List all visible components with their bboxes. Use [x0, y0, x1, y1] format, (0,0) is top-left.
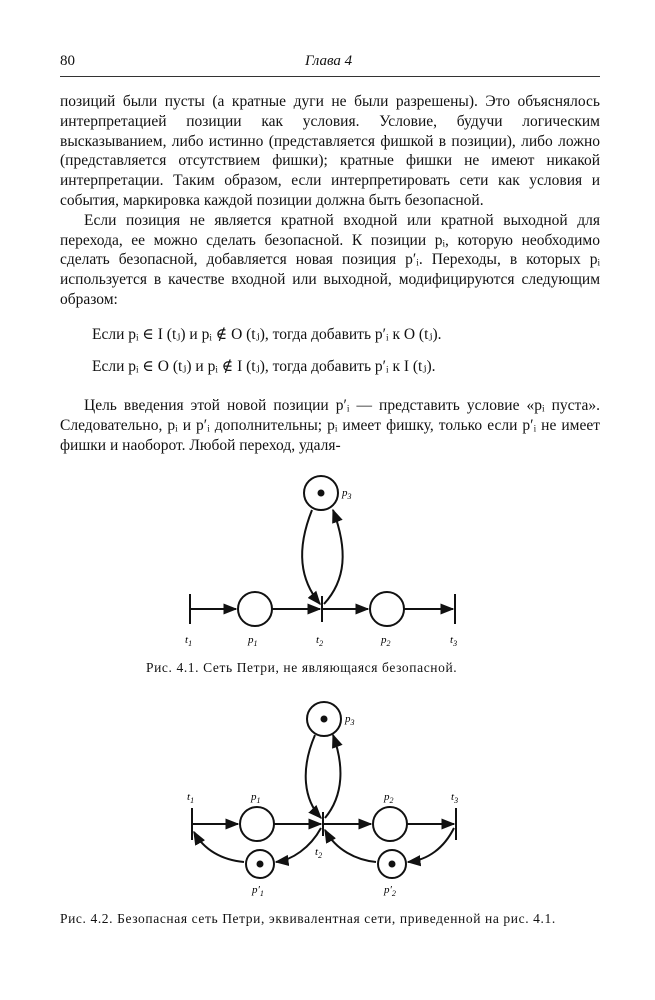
place-p2: [370, 592, 404, 626]
label-p3: $p_3$: [342, 487, 352, 501]
place-p1: [240, 807, 274, 841]
formula-2: Если pᵢ ∈ O (tⱼ) и pᵢ ∉ I (tⱼ), тогда добавить p′ᵢ к I (tⱼ).: [92, 358, 436, 375]
paragraph-2: Если позиция не является кратной входной или кратной выходной для перехода, ее можно сделать безопасной. К позиции pᵢ, которую необходимо сделать безопасной, добавляется новая позиция p′ᵢ. Переходы, в которых pᵢ используется в качестве входной или выходной, модифицируются следующим образом:: [60, 211, 600, 308]
figure-4-1-caption: Рис. 4.1. Сеть Петри, не являющаяся безопасной.: [146, 660, 458, 675]
figure-4-2-caption: Рис. 4.2. Безопасная сеть Петри, эквивалентная сети, приведенной на рис. 4.1.: [60, 911, 556, 926]
formula-1: Если pᵢ ∈ I (tⱼ) и pᵢ ∉ O (tⱼ), тогда добавить p′ᵢ к O (tⱼ).: [92, 326, 442, 343]
header-rule: [60, 76, 600, 77]
label-p2: $p_2$: [381, 634, 391, 648]
label-p2: $p_2$: [384, 791, 394, 805]
label-t3: $t_3$: [451, 791, 459, 805]
token-p3: [318, 490, 325, 497]
label-p3: $p_3$: [345, 713, 355, 727]
figure-4-2: [0, 695, 655, 898]
arc-t2-p3: [324, 510, 343, 604]
label-t2: $t_2$: [315, 846, 323, 860]
label-t2: $t_2$: [316, 634, 324, 648]
chapter-title: Глава 4: [305, 53, 353, 69]
arc-p2c-t2: [325, 830, 376, 862]
label-p2-complement: $p'_2$: [384, 884, 396, 898]
token-p2-complement: [389, 861, 396, 868]
arc-p3-t2: [306, 735, 321, 818]
token-p1-complement: [257, 861, 264, 868]
body-text-bottom: [60, 396, 600, 455]
label-t1: $t_1$: [185, 634, 193, 648]
place-p1: [238, 592, 272, 626]
label-t3: $t_3$: [450, 634, 458, 648]
paragraph-3: Цель введения этой новой позиции p′ᵢ — представить условие «pᵢ пуста». Следовательно, pᵢ и p′ᵢ дополнительны; pᵢ имеет фишку, только если p′ᵢ не имеет фишки и наоборот. Любой переход, удаля-: [60, 397, 600, 454]
arc-t2-p3: [325, 735, 340, 818]
page-number: 80: [60, 53, 75, 69]
paragraph-1: позиций были пусты (а кратные дуги не были разрешены). Это объяснялось интерпретацией позиции как условия. Условие, будучи логическим высказыванием, либо истинно (представляется фишкой в позиции), либо ложно (представляется отсутствием фишки); кратные фишки не имеют никакой интерпретации. Таким образом, если интерпретировать сети как условия и события, маркировка каждой позиции должна быть безопасной.: [60, 93, 600, 209]
figure-4-1: [0, 470, 655, 650]
token-p3: [321, 716, 328, 723]
label-p1-complement: $p'_1$: [252, 884, 264, 898]
body-text-top: [60, 92, 600, 310]
arc-p1c-t1: [194, 832, 244, 862]
arc-t3-p2c: [408, 828, 454, 862]
label-p1: $p_1$: [251, 791, 261, 805]
arc-p3-t2: [302, 510, 320, 604]
place-p2: [373, 807, 407, 841]
label-p1: $p_1$: [248, 634, 258, 648]
page-header: [60, 53, 600, 75]
label-t1: $t_1$: [187, 791, 195, 805]
